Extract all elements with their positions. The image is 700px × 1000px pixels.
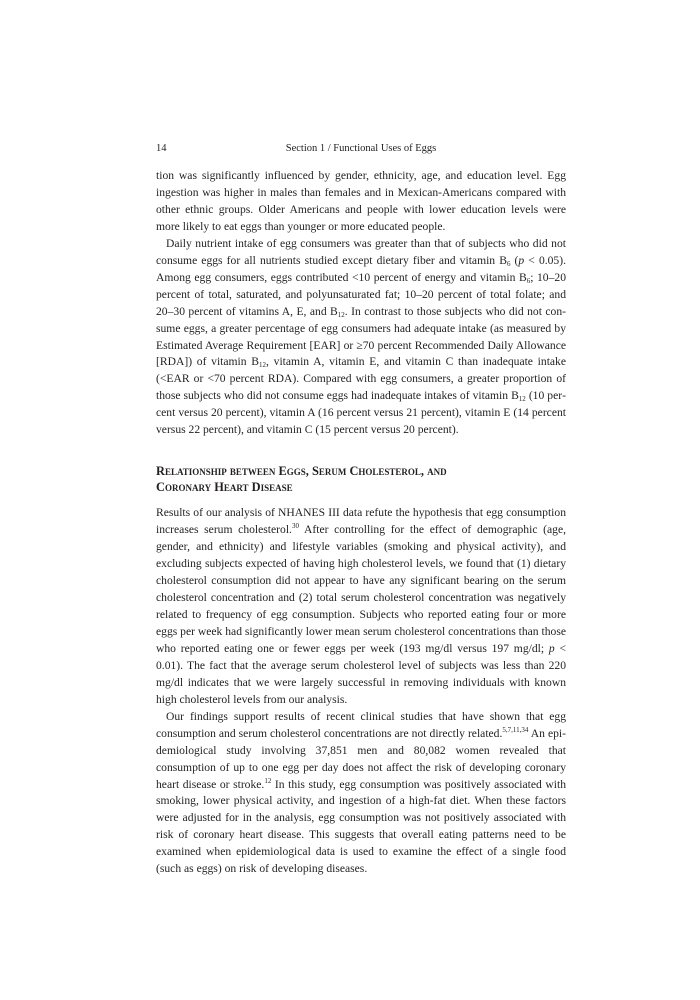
p-value-symbol: p [548, 641, 555, 655]
text-run: In this study, egg consumption was positively associated with smoking, lower physical activity, and ingestion of a high-fat diet. When these factors were adjusted for in the analysis, egg consumption was not positively associated with risk of coronary heart disease. This suggests that overall eating patterns need to be examined when epidemiological data is used to examine the effect of a single food (such as eggs) on risk of developing diseases. [156, 777, 566, 876]
section-heading [156, 463, 566, 495]
subscript: 12 [337, 310, 345, 319]
section-heading-line-2: Coronary Heart Disease [156, 480, 293, 495]
text-run: Results of our analysis of NHANES III data refute the hypothesis that egg consumption increases serum cholesterol. [156, 506, 566, 537]
section-heading-line-1: Relationship between Eggs, Serum Cholesterol, and [156, 464, 447, 479]
subscript: 12 [518, 395, 526, 404]
paragraph-4 [156, 709, 566, 879]
p-value-symbol: p [518, 253, 525, 267]
reference-superscript: 30 [291, 522, 299, 531]
text-run: After controlling for the effect of demographic (age, gender, and ethnicity) and lifestyle variables (smoking and physical activity), and excluding subjects expected of having high cholesterol levels, we found that (1) dietary cholesterol consumption did not appear to have any significant bearing on the serum cholesterol concentration and (2) total serum cholesterol concentration was negatively related to frequency of egg consumption. Subjects who reported eating four or more eggs per week had significantly lower mean serum cholesterol concentrations than those who reported eating one or fewer eggs per week (193 mg/dl versus 197 mg/dl; [156, 523, 566, 655]
paragraph-1 [156, 168, 566, 236]
subscript: 12 [259, 361, 267, 370]
text-run: ; 10–20 percent of total, saturated, and polyunsaturated fat; 10–20 percent of total folate; and 20–30 percent of vitamins A, E, and B [156, 270, 566, 318]
text-run: Daily nutrient intake of egg consumers was greater than that of subjects who did not consume eggs for all nutrients studied except dietary fiber and vitamin B [156, 236, 566, 267]
reference-superscript: 12 [264, 776, 272, 785]
paragraph-2 [156, 236, 566, 439]
text-run: . In contrast to those subjects who did not consume eggs, a greater percentage of egg consumers had adequate intake (as measured by Estimated Average Requirement [EAR] or ≥70 percent Recommended Daily Allowance [RDA]) of vitamin B [156, 304, 566, 369]
subscript: 6 [526, 276, 531, 285]
running-title: Section 1 / Functional Uses of Eggs [285, 143, 437, 154]
text-run: An epidemiological study involving 37,851 men and 80,082 women revealed that consumption of up to one egg per day does not affect the risk of developing coronary heart disease or stroke. [156, 726, 566, 791]
paragraph-1-text: tion was significantly influenced by gender, ethnicity, age, and education level. Egg ingestion was higher in males than females and in Mexican-Americans compared with other ethnic groups. Older Americans and people with lower education levels were more likely to eat eggs than younger or more educated people. [156, 169, 566, 233]
text-run: < 0.05). Among egg consumers, eggs contributed <10 percent of energy and vitamin B [156, 253, 566, 284]
text-run: ( [510, 253, 519, 267]
text-run: < 0.01). The fact that the average serum cholesterol level of subjects was less than 220 mg/dl indicates that we were largely successful in removing individuals with known high cholesterol levels from our analysis. [156, 641, 566, 706]
running-head [156, 138, 566, 160]
text-run: Our findings support results of recent clinical studies that have shown that egg consumption and serum cholesterol concentrations are not directly related. [156, 709, 566, 740]
text-run: (10 percent versus 20 percent), vitamin A (16 percent versus 21 percent), vitamin E (14 percent versus 22 percent), and vitamin C (15 percent versus 20 percent). [156, 389, 566, 437]
page-number: 14 [156, 143, 167, 154]
reference-superscript: 5,7,11,34 [502, 725, 529, 734]
text-run: , vitamin A, vitamin E, and vitamin C than inadequate intake (<EAR or <70 percent RDA). Compared with egg consumers, a greater proportion of those subjects who did not consume eggs had inadequate intakes of vitamin B [156, 355, 566, 403]
subscript: 6 [506, 259, 511, 268]
book-page [156, 138, 566, 878]
paragraph-3 [156, 505, 566, 708]
